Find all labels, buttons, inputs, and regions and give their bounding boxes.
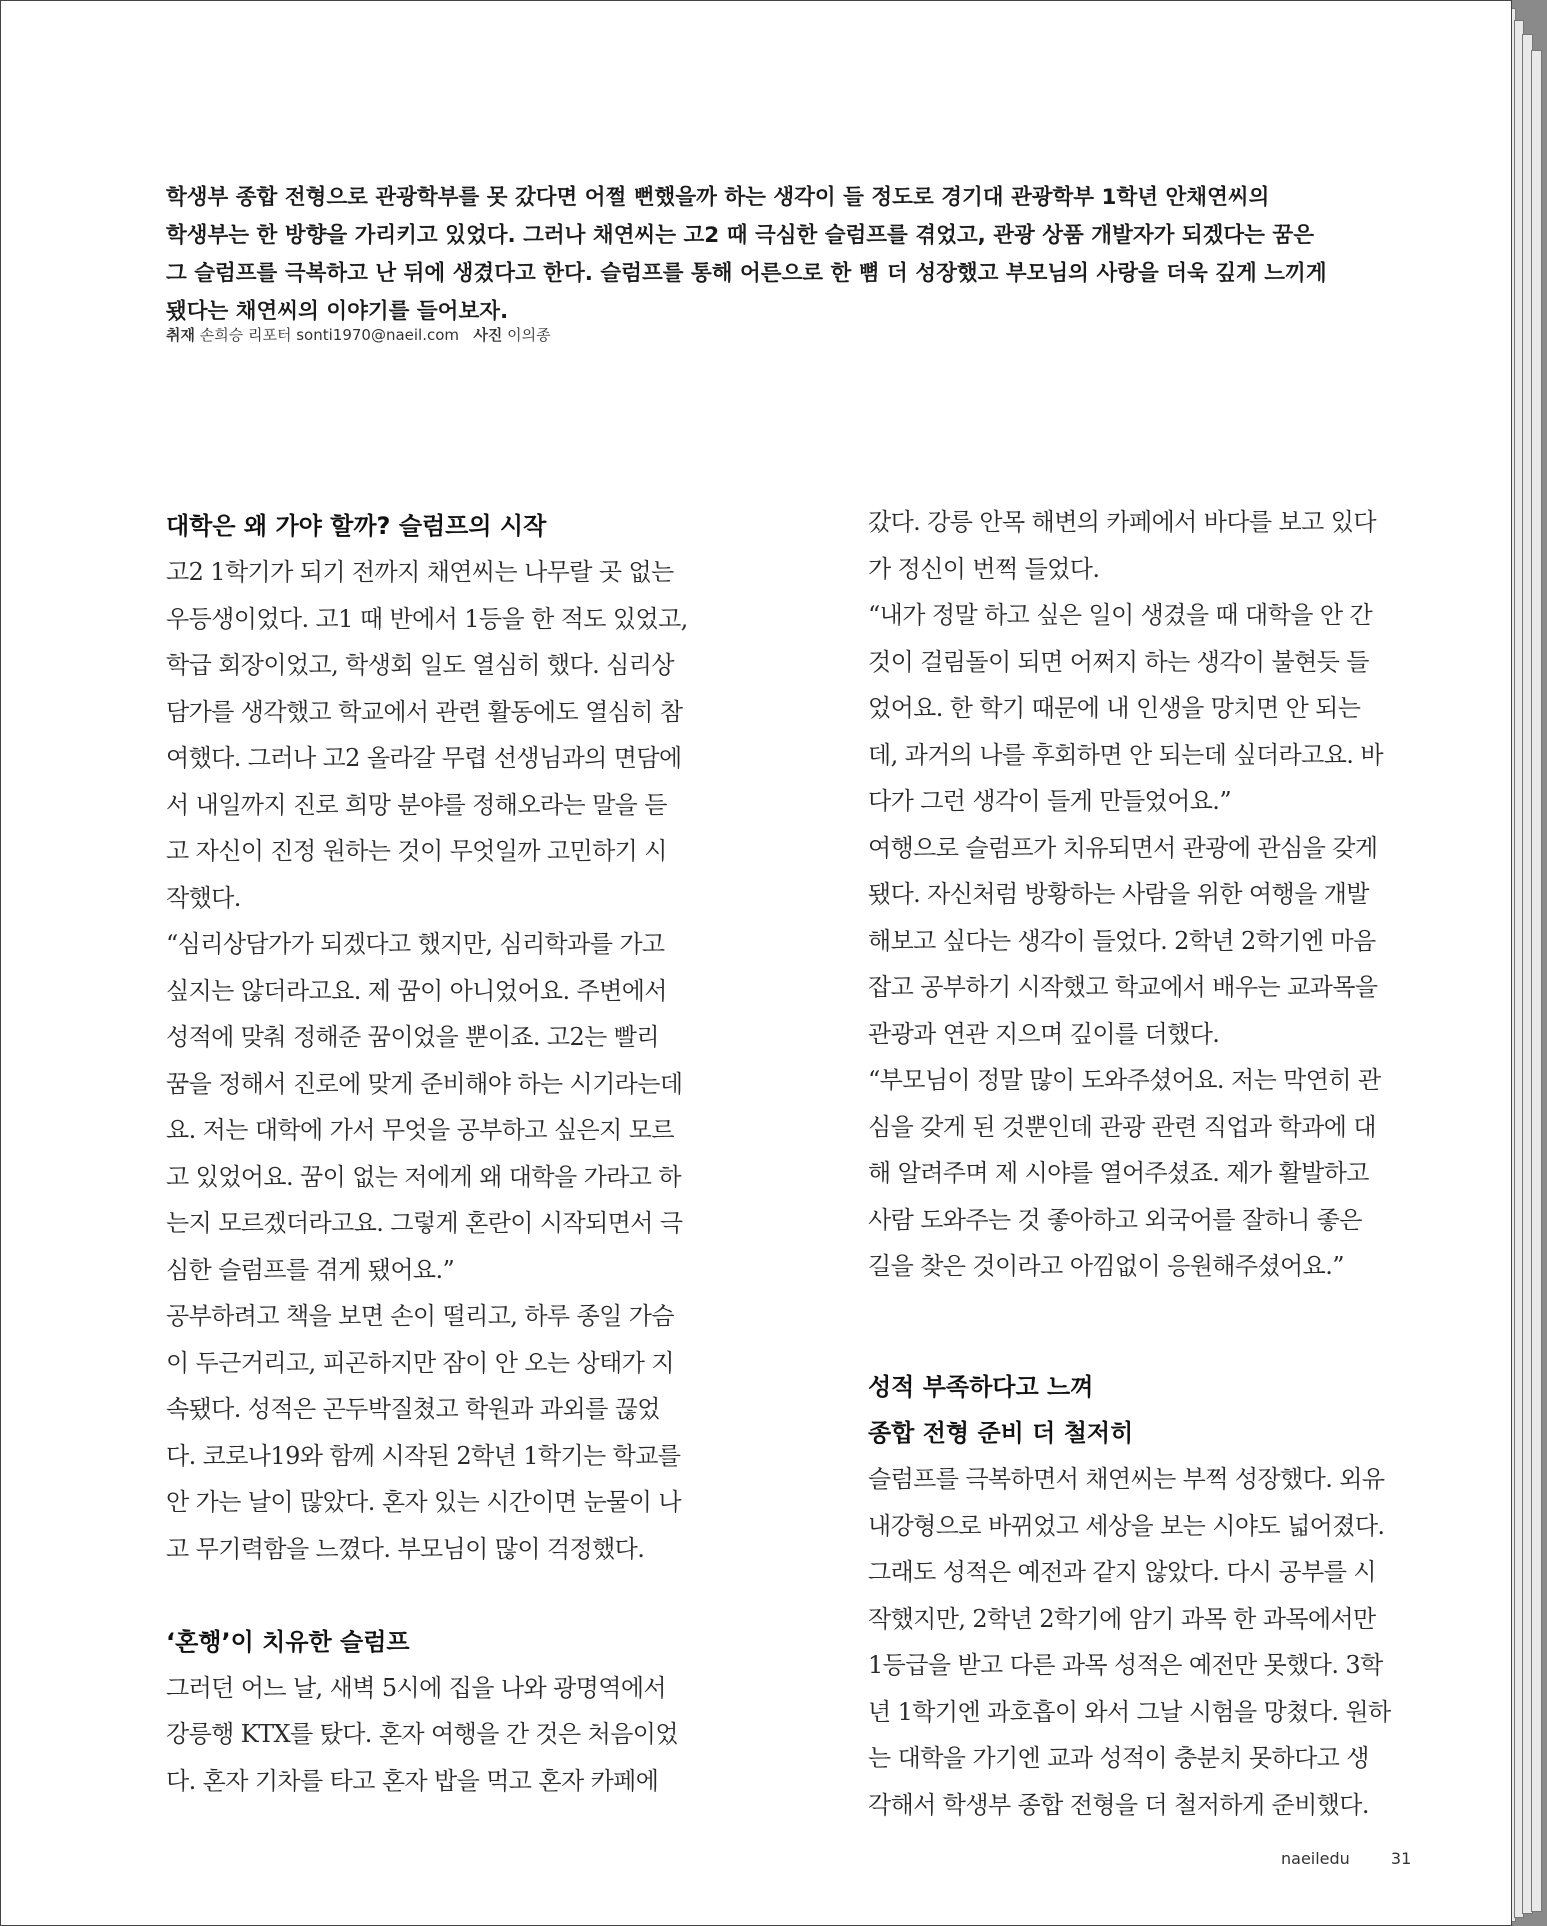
section-gap — [868, 1290, 1420, 1337]
body-line: 작했다. — [166, 883, 241, 912]
body-line: 고 자신이 진정 원하는 것이 무엇일까 고민하기 시 — [166, 837, 667, 865]
lead-line: 학생부 종합 전형으로 관광학부를 못 갔다면 어쩔 뻔했을까 하는 생각이 들 정도로 경기대 관광학부 1학년 안채연씨의 — [166, 185, 1270, 210]
body-line: 데, 과거의 나를 후회하면 안 되는데 싶더라고요. 바 — [868, 740, 1383, 769]
credit-label-reporter: 취재 — [166, 326, 195, 344]
body-line: 다. 혼자 기차를 타고 혼자 밥을 먹고 혼자 카페에 — [166, 1766, 659, 1795]
body-line: 요. 저는 대학에 가서 무엇을 공부하고 싶은지 모르 — [166, 1116, 674, 1144]
right-column — [868, 499, 1420, 1828]
section-heading: ‘혼행’이 치유한 슬럼프 — [166, 1627, 410, 1656]
body-line: 꿈을 정해서 진로에 맞게 준비해야 하는 시기라는데 — [166, 1069, 683, 1098]
body-line: 잡고 공부하기 시작했고 학교에서 배우는 교과목을 — [868, 973, 1378, 1001]
byline — [166, 324, 551, 345]
body-line: 안 가는 날이 많았다. 혼자 있는 시간이면 눈물이 나 — [166, 1488, 681, 1516]
page-footer — [1281, 1849, 1411, 1868]
body-line: 것이 걸림돌이 되면 어쩌지 하는 생각이 불현듯 들 — [868, 647, 1369, 676]
body-line: 여행으로 슬럼프가 치유되면서 관광에 관심을 갖게 — [868, 833, 1378, 862]
body-line: 그래도 성적은 예전과 같지 않았다. 다시 공부를 시 — [868, 1558, 1376, 1586]
lead-paragraph — [166, 179, 1416, 331]
section-heading-line2: 종합 전형 준비 더 철저히 — [868, 1419, 1134, 1447]
credit-photographer: 이의종 — [507, 326, 551, 344]
section-gap — [166, 1572, 718, 1619]
section-heading: 대학은 왜 가야 할까? 슬럼프의 시작 — [166, 512, 547, 540]
body-line: 길을 찾은 것이라고 아낌없이 응원해주셨어요.” — [868, 1252, 1344, 1280]
body-line: 공부하려고 책을 보면 손이 떨리고, 하루 종일 가슴 — [166, 1302, 674, 1330]
body-line: 가 정신이 번쩍 들었다. — [868, 554, 1100, 583]
body-line: 성적에 맞춰 정해준 꿈이었을 뿐이죠. 고2는 빨리 — [166, 1023, 659, 1051]
body-line: 사람 도와주는 것 좋아하고 외국어를 잘하니 좋은 — [868, 1205, 1362, 1234]
body-line: 관광과 연관 지으며 깊이를 더했다. — [868, 1019, 1220, 1048]
section-body — [868, 499, 1420, 1290]
body-line: 내강형으로 바뀌었고 세상을 보는 시야도 넓어졌다. — [868, 1511, 1385, 1540]
body-line: “심리상담가가 되겠다고 했지만, 심리학과를 가고 — [166, 930, 665, 958]
left-column — [166, 503, 718, 1804]
body-line: 속됐다. 성적은 곤두박질쳤고 학원과 과외를 끊었 — [166, 1395, 660, 1423]
body-line: 싶지는 않더라고요. 제 꿈이 아니었어요. 주변에서 — [166, 976, 667, 1005]
body-line: 작했지만, 2학년 2학기에 암기 과목 한 과목에서만 — [868, 1604, 1376, 1633]
body-line: 여했다. 그러나 고2 올라갈 무렵 선생님과의 면담에 — [166, 744, 682, 772]
body-line: 학급 회장이었고, 학생회 일도 열심히 했다. 심리상 — [166, 651, 674, 679]
body-line: 우등생이었다. 고1 때 반에서 1등을 한 적도 있었고, — [166, 604, 688, 633]
body-line: 해보고 싶다는 생각이 들었다. 2학년 2학기엔 마음 — [868, 926, 1376, 955]
body-line: 는 대학을 가기엔 교과 성적이 충분치 못하다고 생 — [868, 1744, 1369, 1772]
lead-line: 그 슬럼프를 극복하고 난 뒤에 생겼다고 한다. 슬럼프를 통해 어른으로 한 뼘 더 성장했고 부모님의 사랑을 더욱 깊게 느끼게 — [166, 261, 1327, 286]
body-line: 고2 1학기가 되기 전까지 채연씨는 나무랄 곳 없는 — [166, 558, 674, 586]
body-line: 각해서 학생부 종합 전형을 더 철저하게 준비했다. — [868, 1790, 1369, 1819]
body-line: 고 무기력함을 느꼈다. 부모님이 많이 걱정했다. — [166, 1534, 645, 1563]
body-line: 서 내일까지 진로 희망 분야를 정해오라는 말을 듣 — [166, 790, 667, 819]
footer-brand: naeiledu — [1281, 1849, 1350, 1868]
body-line: 1등급을 받고 다른 과목 성적은 예전만 못했다. 3학 — [868, 1651, 1383, 1679]
body-line: 었어요. 한 학기 때문에 내 인생을 망치면 안 되는 — [868, 694, 1361, 722]
body-line: 그러던 어느 날, 새벽 5시에 집을 나와 광명역에서 — [166, 1673, 666, 1702]
section-gap — [868, 1336, 1420, 1364]
credit-reporter: 손희승 리포터 sonti1970@naeil.com — [199, 326, 460, 344]
body-line: 강릉행 KTX를 탔다. 혼자 여행을 간 것은 처음이었 — [166, 1720, 678, 1748]
credit-label-photo: 사진 — [473, 326, 503, 344]
section-body — [166, 549, 718, 1572]
body-line: 이 두근거리고, 피곤하지만 잠이 안 오는 상태가 지 — [166, 1348, 674, 1377]
body-line: 년 1학기엔 과호흡이 와서 그날 시험을 망쳤다. 원하 — [868, 1697, 1391, 1726]
body-line: 다. 코로나19와 함께 시작된 2학년 1학기는 학교를 — [166, 1441, 681, 1470]
body-line: 심을 갖게 된 것뿐인데 관광 관련 직업과 학과에 대 — [868, 1112, 1376, 1141]
body-line: 는지 모르겠더라고요. 그렇게 혼란이 시작되면서 극 — [166, 1209, 683, 1237]
body-line: “부모님이 정말 많이 도와주셨어요. 저는 막연히 관 — [868, 1066, 1381, 1094]
lead-line: 학생부는 한 방향을 가리키고 있었다. 그러나 채연씨는 고2 때 극심한 슬럼프를 겪었고, 관광 상품 개발자가 되겠다는 꿈은 — [166, 223, 1314, 248]
body-line: 해 알려주며 제 시야를 열어주셨죠. 제가 활발하고 — [868, 1159, 1369, 1187]
section-body — [868, 1456, 1420, 1828]
body-line: 슬럼프를 극복하면서 채연씨는 부쩍 성장했다. 외유 — [868, 1465, 1385, 1493]
lead-line: 됐다는 채연씨의 이야기를 들어보자. — [166, 299, 509, 324]
section-heading-line1: 성적 부족하다고 느껴 — [868, 1373, 1094, 1401]
body-line: 갔다. 강릉 안목 해변의 카페에서 바다를 보고 있다 — [868, 508, 1376, 536]
body-line: 됐다. 자신처럼 방황하는 사람을 위한 여행을 개발 — [868, 880, 1369, 908]
body-line: 심한 슬럼프를 겪게 됐어요.” — [166, 1255, 455, 1284]
body-line: “내가 정말 하고 싶은 일이 생겼을 때 대학을 안 간 — [868, 601, 1373, 629]
body-line: 다가 그런 생각이 들게 만들었어요.” — [868, 787, 1231, 815]
body-line: 고 있었어요. 꿈이 없는 저에게 왜 대학을 가라고 하 — [166, 1162, 681, 1191]
page-number: 31 — [1390, 1849, 1412, 1868]
body-line: 담가를 생각했고 학교에서 관련 활동에도 열심히 참 — [166, 697, 683, 726]
section-body — [166, 1665, 718, 1805]
